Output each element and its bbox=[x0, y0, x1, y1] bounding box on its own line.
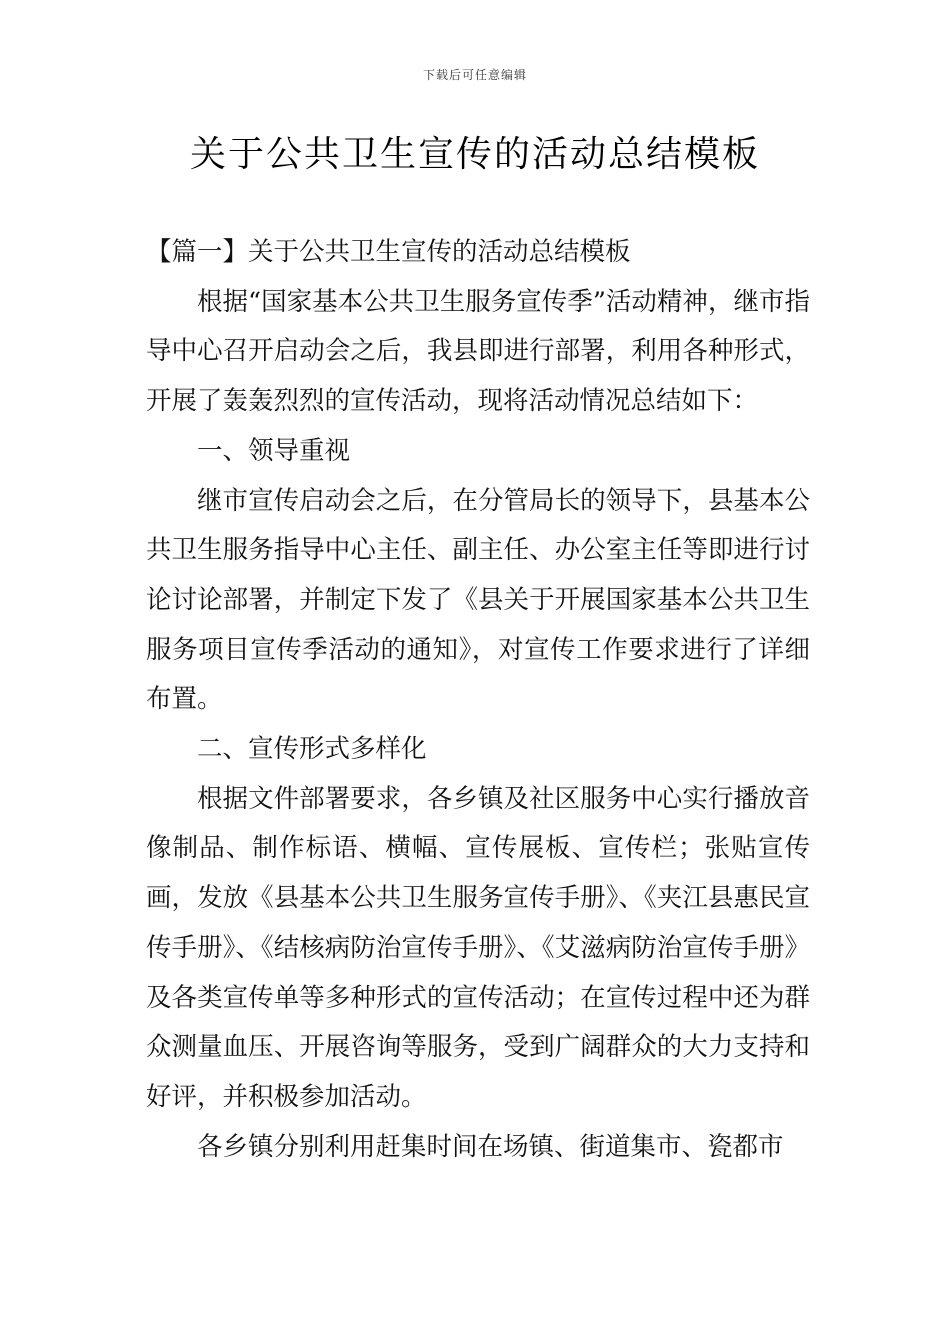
document-title: 关于公共卫生宣传的活动总结模板 bbox=[189, 134, 760, 175]
paragraph-townships: 各乡镇分别利用赶集时间在场镇、街道集市、瓷都市 bbox=[197, 1131, 784, 1162]
paragraph-diversified-forms: 根据文件部署要求，各乡镇及社区服务中心实行播放音像制品、制作标语、横幅、宣传展板、宣传栏；张贴宣传画，发放《县基本公共卫生服务宣传手册》、《夹江县惠民宣传手册》、《结核病防治宣传手册》、《艾滋病防治宣传手册》及各类宣传单等多种形式的宣传活动；在宣传过程中还为群众测量血压、开展咨询等服务，受到广阔群众的大力支持和好评，并积极参加活动。 bbox=[146, 783, 810, 1112]
heading-diversified-forms: 二、宣传形式多样化 bbox=[197, 734, 427, 765]
section-heading: 【篇一】关于公共卫生宣传的活动总结模板 bbox=[146, 237, 631, 267]
document-body bbox=[146, 228, 810, 1172]
header-note: 下载后可任意编辑 bbox=[422, 68, 527, 82]
heading-leadership: 一、领导重视 bbox=[197, 435, 351, 466]
paragraph-leadership: 继市宣传启动会之后，在分管局长的领导下，县基本公共卫生服务指导中心主任、副主任、办公室主任等即进行讨论讨论部署，并制定下发了《县关于开展国家基本公共卫生服务项目宣传季活动的通知》，对宣传工作要求进行了详细布置。 bbox=[146, 485, 810, 715]
paragraph-intro: 根据“国家基本公共卫生服务宣传季”活动精神，继市指导中心召开启动会之后，我县即进行部署，利用各种形式，开展了轰轰烈烈的宣传活动，现将活动情况总结如下： bbox=[146, 286, 810, 417]
